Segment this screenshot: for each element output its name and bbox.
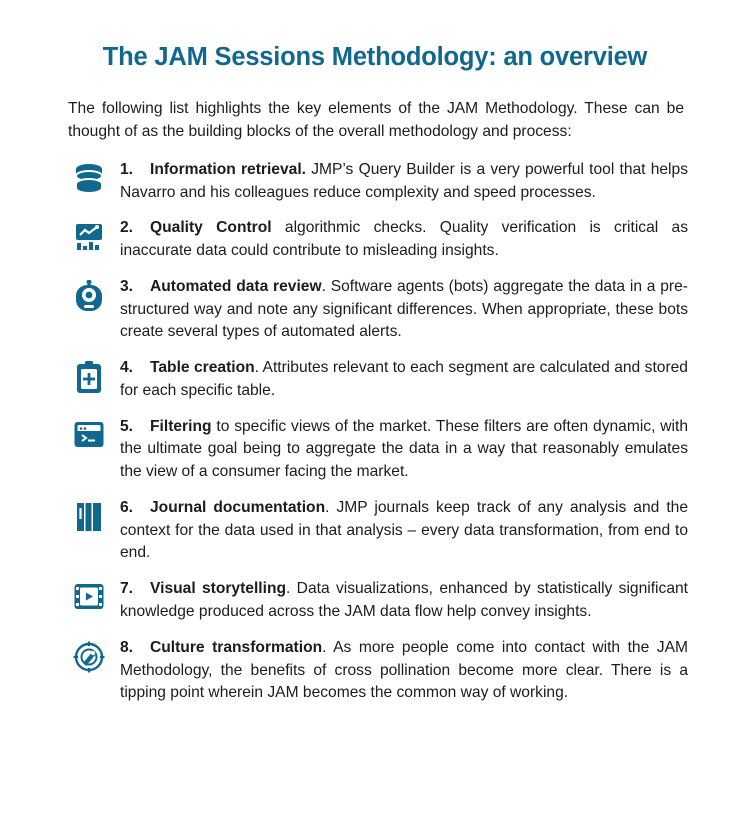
list-item-number: 5. [120, 417, 134, 435]
list-item [58, 276, 692, 344]
list-item-number: 6. [120, 498, 134, 516]
list-item-number: 3. [120, 277, 134, 295]
list-item [58, 416, 692, 484]
list-item-body: JMP’s Query Builder is a very powerful tool that helps Navarro and his colleagues reduce complexity and speed processes. [120, 160, 688, 201]
intro-paragraph: The following list highlights the key elements of the JAM Methodology. These can be thought of as the building blocks of the overall methodology and process: [68, 99, 684, 140]
list-item-text [120, 416, 692, 484]
list-item-text [120, 276, 692, 344]
list-item [58, 217, 692, 263]
methodology-list [58, 159, 692, 705]
clipboard-plus-icon [58, 357, 120, 395]
list-item [58, 159, 692, 205]
list-item-lead: Quality Control [150, 219, 272, 237]
list-item-text [120, 217, 692, 263]
list-item-body: . Software agents (bots) aggregate the data in a pre-structured way and note any significant differences. When appropriate, these bots create several types of automated alerts. [120, 277, 688, 341]
list-item [58, 497, 692, 565]
list-item-lead: Culture transformation [150, 638, 323, 656]
books-icon [58, 497, 120, 533]
list-item-text [120, 159, 692, 205]
list-item-body: . Attributes relevant to each segment are calculated and stored for each specific table. [120, 359, 688, 399]
page-title: The JAM Sessions Methodology: an overview [102, 43, 648, 71]
list-item [58, 357, 692, 403]
target-dart-icon [58, 637, 120, 673]
list-item-lead: Visual storytelling [150, 580, 287, 598]
list-item-number: 1. [120, 160, 134, 178]
list-item-body: to specific views of the market. These filters are often dynamic, with the ultimate goal being to aggregate the data in a way that reasonably emulates the view of a consumer facing the market. [120, 417, 688, 481]
list-item-text [120, 357, 692, 403]
robot-icon [58, 276, 120, 314]
list-item-number: 4. [120, 359, 134, 377]
film-play-icon [58, 578, 120, 612]
list-item-body: . Data visualizations, enhanced by statistically significant knowledge produced across the JAM data flow help convey insights. [120, 580, 688, 620]
list-item-text [120, 497, 692, 565]
list-item-number: 2. [120, 219, 134, 237]
chart-analytics-icon [58, 217, 120, 253]
list-item-lead: Automated data review [150, 277, 322, 295]
list-item-body: . JMP journals keep track of any analysis and the context for the data used in that analysis – every data transformation, from end to end. [120, 498, 688, 562]
list-item-body: algorithmic checks. Quality verification is critical as inaccurate data could contribute to misleading insights. [120, 219, 689, 260]
list-item-text [120, 637, 692, 705]
list-item-lead: Filtering [150, 417, 212, 435]
list-item [58, 578, 692, 624]
terminal-icon [58, 416, 120, 450]
list-item-body: . As more people come into contact with the JAM Methodology, the benefits of cross pollination become more clear. There is a tipping point wherein JAM becomes the common way of working. [120, 638, 688, 702]
list-item-lead: Journal documentation [150, 498, 326, 516]
database-icon [58, 159, 120, 195]
list-item-number: 7. [120, 580, 134, 598]
list-item-text [120, 578, 692, 624]
list-item-number: 8. [120, 638, 134, 656]
list-item-lead: Information retrieval. [150, 160, 306, 178]
list-item [58, 637, 692, 705]
list-item-lead: Table creation [150, 359, 255, 377]
